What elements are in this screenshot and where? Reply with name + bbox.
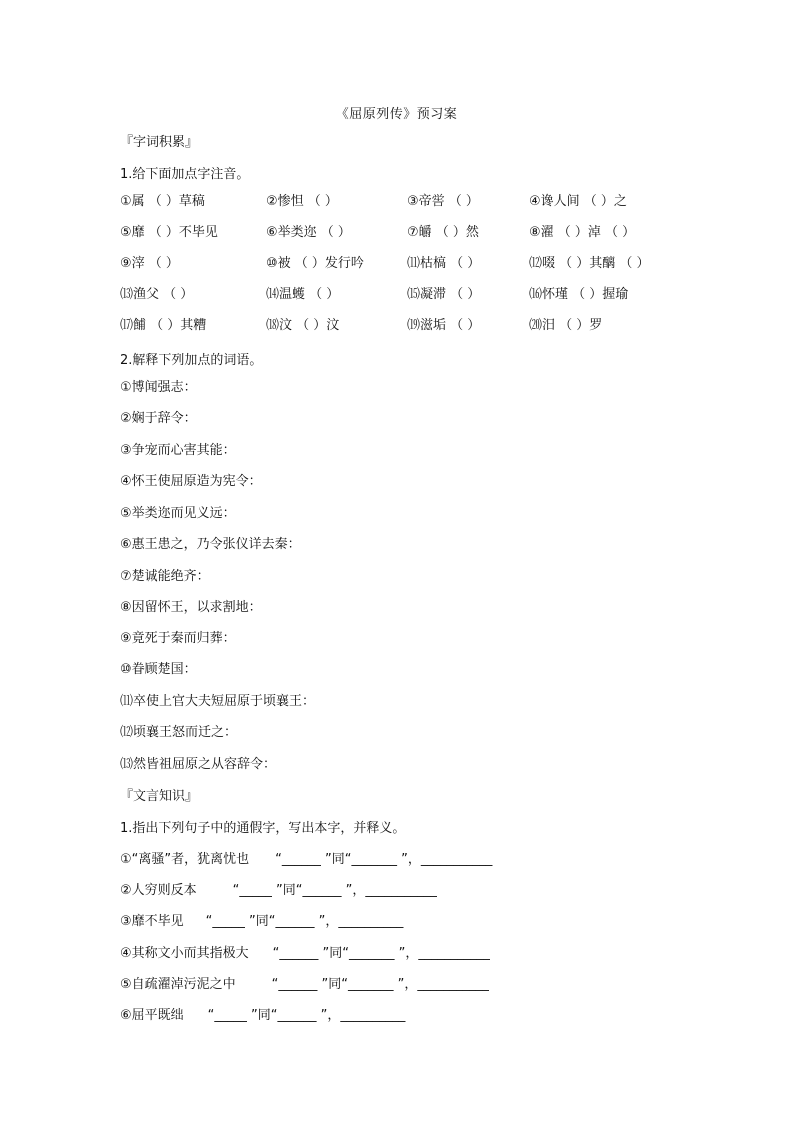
tongjia-sentence: ④其称文小而其指极大	[120, 946, 249, 961]
pronunciation-item: ②惨怛 （ ）	[266, 194, 338, 209]
explain-item: ⒀然皆祖屈原之从容辞令：	[120, 757, 277, 772]
explain-item: ③争宠而心害其能：	[120, 443, 236, 458]
explain-item: ④怀王使屈原造为宪令：	[120, 474, 262, 489]
explain-item: ⑿顷襄王怒而迁之：	[120, 725, 238, 740]
tongjia-item	[120, 976, 489, 994]
explain-item: ⑤举类迩而见义远：	[120, 506, 236, 521]
explain-item: ⑩眷顾楚国：	[120, 662, 197, 677]
pronunciation-item: ⒄餔 （ ）其糟	[120, 318, 207, 333]
tongjia-item	[120, 882, 437, 900]
pronunciation-item: ⒅汶 （ ）汶	[266, 318, 340, 333]
tongjia-item	[120, 913, 403, 931]
pronunciation-item: ⒀渔父 （ ）	[120, 287, 194, 302]
question-pronunciation: 1.给下面加点字注音。	[120, 167, 250, 182]
section-heading-vocabulary: 『字词积累』	[120, 135, 199, 150]
pronunciation-item: ⒁温蠖 （ ）	[266, 287, 340, 302]
tongjia-sentence: ③靡不毕见	[120, 914, 184, 929]
pronunciation-item: ⑨滓 （ ）	[120, 256, 179, 271]
tongjia-item	[120, 945, 490, 963]
pronunciation-item: ⑾枯槁 （ ）	[407, 256, 481, 271]
tongjia-answer-blank[interactable]: “_____ ”同“______ ”，___________	[232, 883, 437, 898]
pronunciation-item: ⒂凝滞 （ ）	[407, 287, 481, 302]
tongjia-item	[120, 1007, 405, 1025]
explain-item: ②娴于辞令：	[120, 411, 197, 426]
tongjia-sentence: ②人穷则反本	[120, 883, 197, 898]
tongjia-sentence: ①“离骚”者，犹离忧也	[120, 852, 250, 867]
explain-item: ⑾卒使上官大夫短屈原于顷襄王：	[120, 694, 316, 709]
tongjia-answer-blank[interactable]: “_____ ”同“______ ”，__________	[205, 914, 404, 929]
pronunciation-item: ③帝喾 （ ）	[407, 194, 479, 209]
tongjia-answer-blank[interactable]: “______ ”同“_______ ”，___________	[271, 977, 489, 992]
tongjia-answer-blank[interactable]: “______ ”同“_______ ”，___________	[272, 946, 490, 961]
pronunciation-item: ⑿啜 （ ）其醨 （ ）	[529, 256, 650, 271]
question-tongjia: 1.指出下列句子中的通假字，写出本字，并释义。	[120, 821, 406, 836]
pronunciation-item: ⑩被 （ ）发行吟	[266, 256, 364, 271]
pronunciation-item: ⒆滋垢 （ ）	[407, 318, 481, 333]
pronunciation-item: ⑧濯 （ ）淖 （ ）	[529, 225, 636, 240]
explain-item: ⑨竟死于秦而归葬：	[120, 631, 236, 646]
pronunciation-item: ①属 （ ）草稿	[120, 194, 205, 209]
explain-item: ⑦楚诚能绝齐：	[120, 569, 210, 584]
explain-item: ⑥惠王患之，乃令张仪详去秦：	[120, 537, 301, 552]
pronunciation-item: ⒃怀瑾 （ ）握瑜	[529, 287, 629, 302]
question-explain-words: 2.解释下列加点的词语。	[120, 353, 263, 368]
page-title: 《屈原列传》预习案	[335, 107, 458, 122]
pronunciation-item: ⑤靡 （ ）不毕见	[120, 225, 218, 240]
pronunciation-item: ④谗人间 （ ）之	[529, 194, 627, 209]
tongjia-answer-blank[interactable]: “_____ ”同“______ ”，__________	[207, 1008, 406, 1023]
pronunciation-item: ⑦皭 （ ）然	[407, 225, 479, 240]
pronunciation-item: ⒇汨 （ ）罗	[529, 318, 603, 333]
tongjia-sentence: ⑤自疏濯淖污泥之中	[120, 977, 236, 992]
explain-item: ⑧因留怀王，以求割地：	[120, 600, 262, 615]
tongjia-answer-blank[interactable]: “______ ”同“_______ ”，___________	[275, 852, 493, 867]
explain-item: ①博闻强志：	[120, 380, 197, 395]
pronunciation-item: ⑥举类迩 （ ）	[266, 225, 351, 240]
tongjia-sentence: ⑥屈平既绌	[120, 1008, 184, 1023]
section-heading-classical: 『文言知识』	[120, 789, 199, 804]
tongjia-item	[120, 851, 492, 869]
